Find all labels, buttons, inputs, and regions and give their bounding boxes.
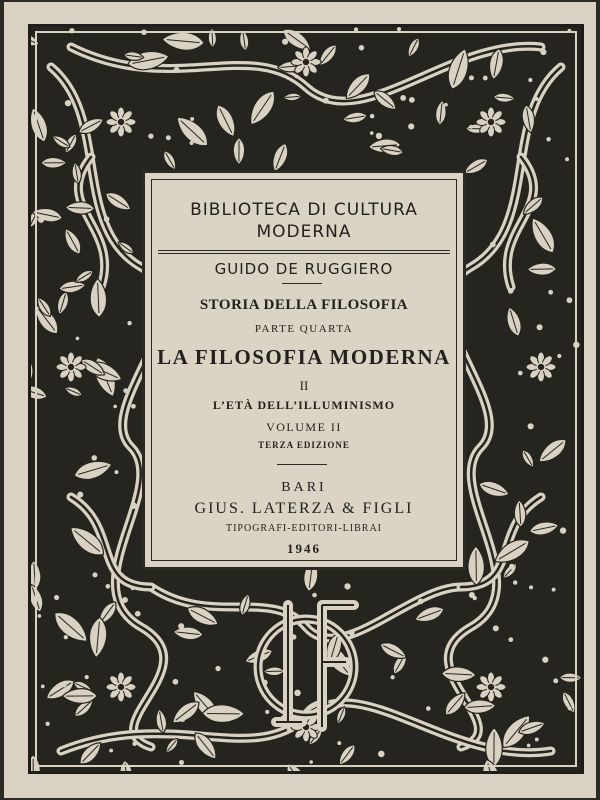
rosette-center [117, 683, 125, 691]
acanthus-leaf [527, 263, 556, 276]
acanthus-leaf [163, 736, 180, 755]
acanthus-leaf [211, 102, 240, 140]
publisher-city: BARI [281, 480, 327, 495]
acanthus-leaf [31, 382, 49, 403]
ornament-dot [132, 742, 136, 746]
ornament-dot [400, 95, 406, 101]
ornament-dot [378, 751, 385, 758]
series-name-line2: MODERNA [256, 222, 352, 242]
ornament-dot [370, 114, 375, 119]
ornament-dot [113, 405, 117, 409]
ornament-dot [65, 100, 71, 106]
ornament-dot [344, 583, 350, 589]
divider-rule [158, 250, 450, 251]
ornament-dot [529, 585, 533, 589]
rosette-center [487, 683, 495, 691]
ornament-dot [309, 760, 313, 764]
ornament-dot [513, 580, 517, 584]
volume-numeral: II [299, 378, 309, 393]
edition-label: TERZA EDIZIONE [258, 440, 350, 450]
ornament-dot [528, 423, 534, 429]
acanthus-leaf [31, 583, 46, 614]
ornament-dot [348, 630, 354, 636]
ornament-dot [518, 371, 523, 376]
acanthus-leaf [160, 148, 179, 171]
acanthus-leaf [55, 290, 71, 316]
ornament-dot [409, 97, 415, 103]
acanthus-leaf [88, 616, 109, 658]
acanthus-leaf [102, 188, 133, 214]
title-panel [142, 170, 466, 570]
ornament-dot [376, 133, 382, 139]
acanthus-leaf [503, 305, 524, 338]
ornament-dot [127, 321, 131, 325]
ornament-dot [131, 587, 135, 591]
acanthus-leaf [65, 201, 95, 214]
ornament-dot [483, 76, 488, 81]
ornament-dot [38, 217, 44, 223]
ornament-dot [295, 74, 299, 78]
ornament-dot [45, 722, 49, 726]
ornament-dot [535, 738, 539, 742]
rosette-center [67, 363, 75, 371]
short-rule [282, 283, 322, 284]
acanthus-leaf [63, 384, 83, 399]
acanthus-leaf [335, 742, 358, 768]
ornament-dot [92, 572, 97, 577]
ornament-dot [552, 588, 556, 592]
ornament-dot [61, 682, 67, 688]
ornament-dot [568, 706, 572, 710]
ornament-dot [323, 98, 329, 104]
acanthus-leaf [269, 141, 292, 174]
ornament-dot [473, 596, 477, 600]
series-name-line1: BIBLIOTECA DI CULTURA [190, 200, 418, 220]
ornament-dot [77, 492, 83, 498]
acanthus-leaf [49, 606, 93, 648]
acanthus-leaf [462, 155, 491, 178]
short-rule [277, 464, 327, 465]
author-name: GUIDO DE RUGGIERO [214, 260, 394, 278]
ornament-dot [148, 133, 153, 138]
ornament-dot [174, 67, 180, 73]
acanthus-leaf [31, 106, 52, 145]
ornament-dot [106, 584, 111, 589]
ornament-dot [557, 354, 561, 358]
ornament-dot [359, 45, 364, 50]
ornament-dot [109, 749, 113, 753]
series-title: STORIA DELLA FILOSOFIA [199, 297, 409, 313]
acanthus-leaf [173, 626, 204, 641]
ornament-dot [537, 324, 543, 330]
ornament-dot [540, 49, 546, 55]
ornament-dot [131, 503, 137, 509]
ornament-dot [542, 657, 548, 663]
acanthus-leaf [208, 28, 217, 48]
book-title: LA FILOSOFIA MODERNA [157, 345, 451, 369]
ornament-dot [91, 455, 97, 461]
ornament-dot [131, 404, 136, 409]
ornament-dot [469, 75, 474, 80]
acanthus-leaf [244, 86, 281, 129]
ornament-dot [123, 388, 128, 393]
ornament-dot [508, 288, 514, 294]
ornament-dot [397, 27, 401, 31]
ornament-dot [469, 125, 473, 129]
acanthus-leaf [342, 111, 368, 125]
ornament-dot [567, 297, 573, 303]
ornament-dot [265, 710, 269, 714]
book-cover [4, 2, 596, 798]
acanthus-leaf [72, 457, 114, 484]
ornament-dot [64, 635, 68, 639]
ornament-dot [215, 666, 220, 671]
publisher-tagline: TIPOGRAFI-EDITORI-LIBRAI [225, 523, 383, 534]
ornament-dot [565, 157, 569, 161]
ornament-dot [282, 39, 288, 45]
ornament-dot [418, 598, 424, 604]
rosette-center [302, 58, 310, 66]
ornament-dot [178, 623, 184, 629]
ornament-dot [38, 614, 42, 618]
acanthus-leaf [477, 478, 511, 501]
acanthus-leaf [263, 667, 284, 676]
volume-label: VOLUME II [266, 420, 342, 434]
ornament-dot [408, 123, 414, 129]
ornament-dot [490, 242, 496, 248]
ornament-dot [173, 679, 179, 685]
ornament-dot [493, 625, 499, 631]
ornament-dot [528, 78, 532, 82]
ornament-dot [444, 103, 448, 107]
acanthus-leaf [41, 157, 67, 168]
ornament-dot [560, 527, 566, 533]
acanthus-leaf [60, 226, 85, 257]
acanthus-leaf [519, 448, 537, 470]
ornament-dot [553, 678, 558, 683]
divider-rule [158, 253, 450, 254]
ornament-dot [180, 716, 186, 722]
ornament-dot [391, 675, 395, 679]
acanthus-leaf [233, 138, 244, 165]
ornament-dot [294, 690, 301, 697]
acanthus-leaf [559, 673, 581, 683]
ornament-dot [534, 97, 538, 101]
ornament-dot [337, 741, 341, 745]
ornament-dot [527, 744, 531, 748]
acanthus-leaf [405, 36, 423, 59]
rosette-center [537, 363, 545, 371]
ornament-dot [54, 595, 59, 600]
ornament-dot [104, 216, 110, 222]
acanthus-leaf [528, 519, 559, 537]
ornament-dot [508, 637, 513, 642]
ornament-dot [135, 611, 141, 617]
ornament-dot [370, 131, 374, 135]
ornament-dot [179, 760, 184, 765]
ornament-dot [426, 706, 431, 711]
ornament-dot [190, 117, 194, 121]
rosette-center [487, 118, 495, 126]
rosette-center [117, 118, 125, 126]
publisher-name: GIUS. LATERZA & FIGLI [194, 500, 414, 517]
ornament-dot [546, 137, 550, 141]
acanthus-leaf [535, 434, 571, 467]
acanthus-leaf [283, 92, 302, 101]
ornament-dot [312, 593, 317, 598]
ornament-dot [115, 470, 119, 474]
ornament-dot [122, 597, 128, 603]
book-subtitle: L’ETÀ DELL’ILLUMINISMO [212, 398, 396, 412]
acanthus-leaf [493, 92, 515, 103]
ornament-dot [41, 684, 45, 688]
ornament-dot [85, 675, 89, 679]
ornament-dot [190, 141, 194, 145]
acanthus-leaf [525, 214, 560, 257]
publication-year: 1946 [287, 541, 321, 556]
ornament-dot [76, 337, 80, 341]
part-label: PARTE QUARTA [254, 323, 354, 335]
acanthus-leaf [413, 603, 446, 626]
ornament-dot [509, 564, 515, 570]
ornament-dot [166, 135, 171, 140]
ornament-dot [548, 290, 553, 295]
acanthus-leaf [161, 30, 205, 51]
